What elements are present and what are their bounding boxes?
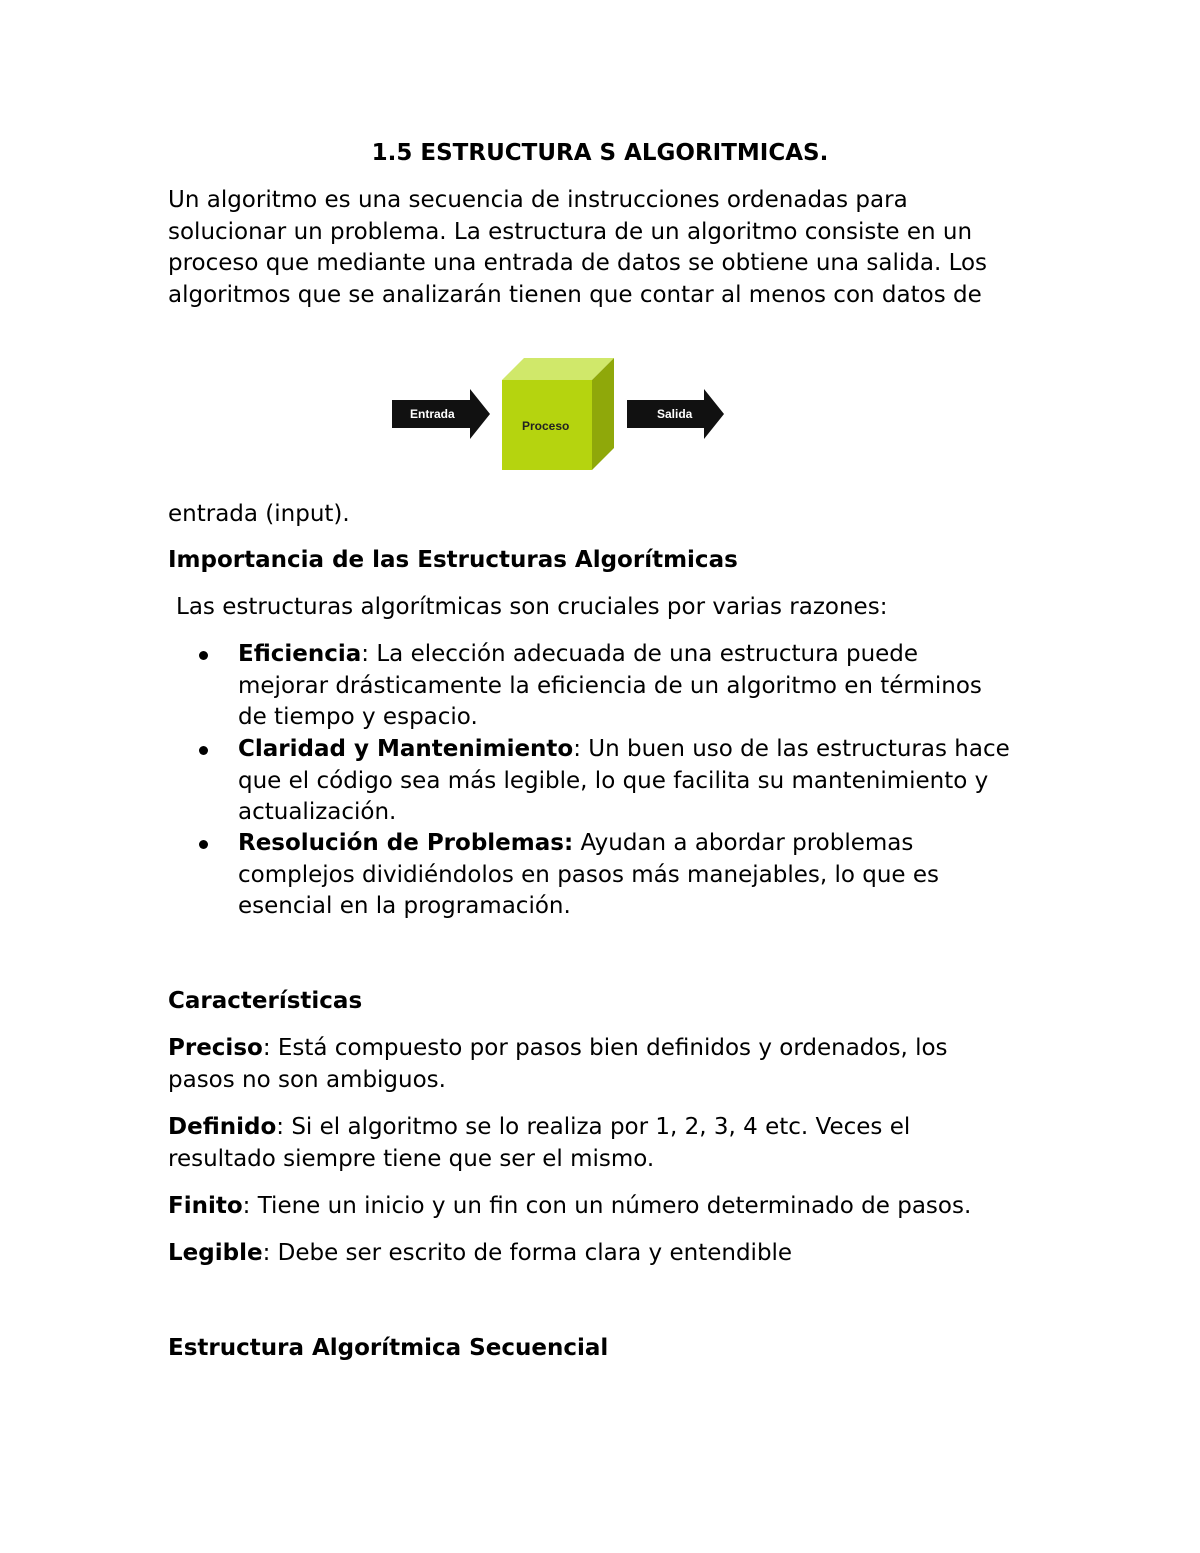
- bullet-item-claridad: [238, 734, 1010, 829]
- importance-heading: Importancia de las Estructuras Algorítmicas: [168, 547, 738, 573]
- bullet-separator: :: [573, 736, 581, 762]
- process-label: Proceso: [522, 419, 570, 433]
- bullet-term: Eficiencia: [238, 641, 362, 667]
- bullet-line: de tiempo y espacio.: [238, 704, 478, 730]
- diagram-svg: [384, 334, 732, 500]
- bullet-item-resolucion: [238, 828, 939, 923]
- bullet-line: esencial en la programación.: [238, 893, 571, 919]
- bullet-term: Resolución de Problemas:: [238, 830, 574, 856]
- output-label: Salida: [657, 407, 693, 421]
- page-title: 1.5 ESTRUCTURA S ALGORITMICAS.: [371, 140, 829, 166]
- intro-line: proceso que mediante una entrada de datos se obtiene una salida. Los: [168, 250, 988, 276]
- characteristic-term: Preciso: [168, 1035, 263, 1061]
- characteristic-term: Finito: [168, 1193, 243, 1219]
- bullet-line: actualización.: [238, 799, 397, 825]
- characteristic-term: Definido: [168, 1114, 277, 1140]
- characteristic-line: : Tiene un inicio y un fin con un número determinado de pasos.: [242, 1193, 972, 1219]
- characteristic-definido: [168, 1112, 910, 1175]
- characteristic-term: Legible: [168, 1240, 263, 1266]
- bullet-icon: [199, 651, 208, 660]
- characteristic-line: : Está compuesto por pasos bien definidos y ordenados, los: [262, 1035, 948, 1061]
- characteristic-line: : Debe ser escrito de forma clara y entendible: [262, 1240, 793, 1266]
- characteristic-finito: [168, 1191, 971, 1223]
- intro-continuation: entrada (input).: [168, 501, 350, 527]
- bullet-line: mejorar drásticamente la eficiencia de un algoritmo en términos: [238, 672, 982, 699]
- bullet-item-eficiencia: [238, 639, 982, 734]
- characteristic-preciso: [168, 1033, 948, 1096]
- bullet-line: complejos dividiéndolos en pasos más manejables, lo que es: [238, 861, 940, 888]
- bullet-line: La elección adecuada de una estructura puede: [369, 641, 919, 667]
- intro-paragraph: [168, 185, 987, 311]
- characteristics-heading: Características: [168, 988, 363, 1014]
- bullet-icon: [199, 840, 208, 849]
- bullet-line: Un buen uso de las estructuras hace: [580, 736, 1010, 762]
- characteristic-line: : Si el algoritmo se lo realiza por 1, 2, 3, 4 etc. Veces el: [276, 1114, 911, 1140]
- intro-line: Un algoritmo es una secuencia de instrucciones ordenadas para: [168, 187, 908, 213]
- bullet-term: Claridad y Mantenimiento: [238, 736, 574, 762]
- bullet-line: que el código sea más legible, lo que facilita su mantenimiento y: [238, 767, 989, 794]
- bullet-icon: [199, 746, 208, 755]
- input-label: Entrada: [410, 407, 455, 421]
- characteristic-line: resultado siempre tiene que ser el mismo.: [168, 1145, 655, 1172]
- bullet-separator: :: [361, 641, 370, 667]
- sequential-heading: Estructura Algorítmica Secuencial: [168, 1335, 609, 1361]
- intro-line: solucionar un problema. La estructura de un algoritmo consiste en un: [168, 218, 973, 245]
- bullet-line: Ayudan a abordar problemas: [573, 830, 914, 856]
- characteristic-legible: [168, 1238, 792, 1270]
- importance-lead: Las estructuras algorítmicas son cruciales por varias razones:: [176, 594, 888, 620]
- input-process-output-diagram: [384, 334, 732, 500]
- intro-line: algoritmos que se analizarán tienen que contar al menos con datos de: [168, 281, 982, 308]
- characteristic-line: pasos no son ambiguos.: [168, 1066, 446, 1093]
